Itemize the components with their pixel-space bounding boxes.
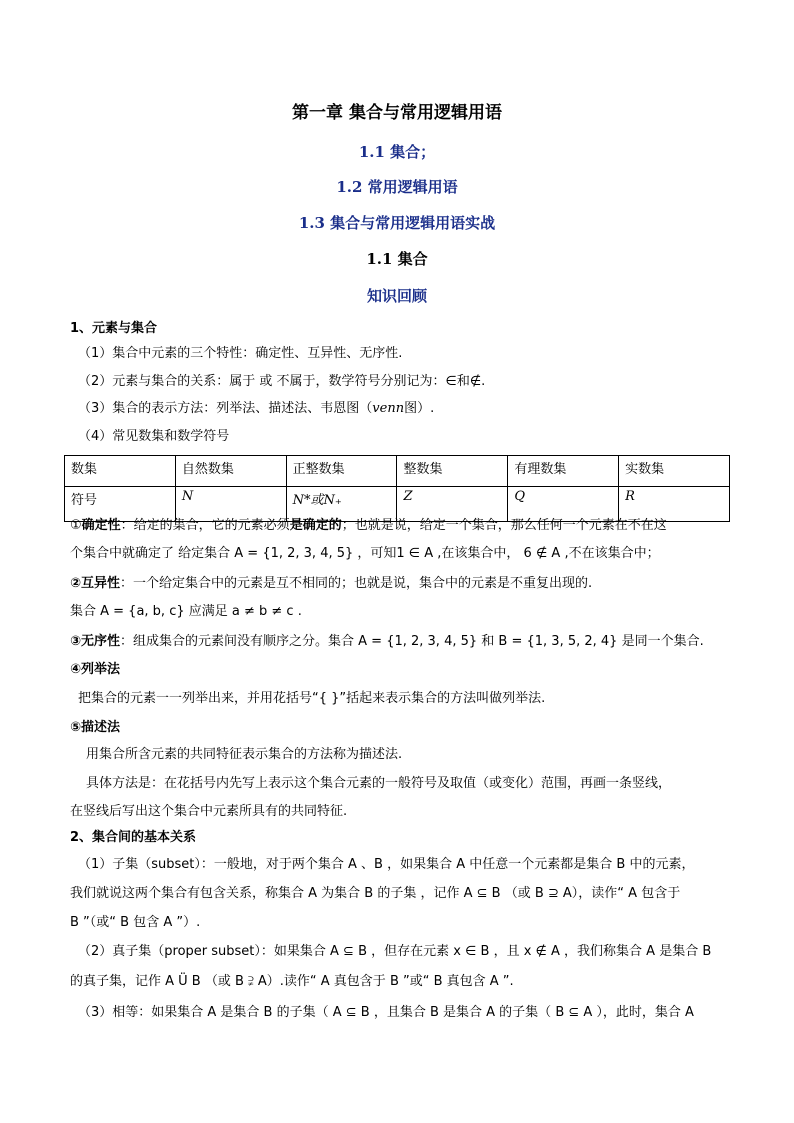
term: ③无序性 [70,634,121,649]
term: 确定性 [81,518,121,533]
section-title-1-3: 1.3 集合与常用逻辑用语实战 [298,214,496,232]
number-set-table [64,455,730,522]
paragraph [70,633,704,651]
table-cell: R [619,487,730,522]
paragraph: 集合 A = {a, b, c} 应满足 a ≠ b ≠ c . [70,604,302,619]
text-span: （3）集合的表示方法：列举法、描述法、韦恩图（ [78,401,373,416]
section-title-1-1: 1.1 集合； [358,143,436,161]
paragraph: B ”（或“ B 包含 A ”）. [70,915,201,930]
paragraph: （3）相等：如果集合 A 是集合 B 的子集（ A ⊆ B ，且集合 B 是集合 A 的子集（ B ⊆ A ），此时，集合 A [78,1005,694,1020]
method-heading: ⑤描述法 [70,720,121,735]
table-cell: 有理数集 [508,456,619,487]
review-title: 知识回顾 [366,287,427,305]
term: ②互异性 [70,576,121,591]
venn-word: venn [372,401,405,416]
table-cell: N [175,487,286,522]
text-span: ① [70,518,82,533]
table-cell: 整数集 [397,456,508,487]
paragraph: 用集合所含元素的共同特征表示集合的方法称为描述法. [86,747,403,762]
paragraph: 把集合的元素一一列举出来，并用花括号“{ }”括起来表示集合的方法叫做列举法. [78,691,546,706]
term: 是确定的 [289,518,342,533]
table-cell: 自然数集 [175,456,286,487]
paragraph: 的真子集，记作 A Ü B （或 B ⫌ A）.读作“ A 真包含于 B ”或“ B 真包含 A ”. [70,974,514,989]
table-cell: 符号 [65,487,176,522]
text-span: 图）. [404,401,435,416]
table-header-row [65,456,730,487]
chapter-title: 第一章 集合与常用逻辑用语 [292,103,502,123]
section-heading-1: 1、元素与集合 [70,321,158,336]
paragraph: （4）常见数集和数学符号 [78,429,230,444]
text-span: ：组成集合的元素间没有顺序之分。集合 A = {1, 2, 3, 4, 5} 和 B = {1, 3, 5, 2, 4} 是同一个集合. [120,634,704,649]
text-span: ；也就是说，给定一个集合，那么任何一个元素在不在这 [341,518,667,533]
paragraph [70,575,592,593]
paragraph: 具体方法是：在花括号内先写上表示这个集合元素的一般符号及取值（或变化）范围，再画一条竖线， [86,776,672,791]
paragraph: （1）子集（subset）：一般地，对于两个集合 A 、B ，如果集合 A 中任意一个元素都是集合 B 中的元素， [78,857,695,872]
paragraph [70,517,667,535]
section-heading-2: 2、集合间的基本关系 [70,830,197,845]
text-span: ：给定的集合，它的元素必须 [120,518,290,533]
paragraph: 个集合中就确定了 给定集合 A = {1, 2, 3, 4, 5} ，可知1 ∈ A ,在该集合中， 6 ∉ A ,不在该集合中； [70,546,660,561]
paragraph: （2）元素与集合的关系：属于 或 不属于，数学符号分别记为：∈和∉. [78,374,486,389]
text-span: ：一个给定集合中的元素是互不相同的；也就是说，集合中的元素是不重复出现的. [120,576,593,591]
paragraph [78,400,434,418]
table-cell: Q [508,487,619,522]
table-cell: 数集 [65,456,176,487]
paragraph: （1）集合中元素的三个特性：确定性、互异性、无序性. [78,346,403,361]
paragraph: 在竖线后写出这个集合中元素所具有的共同特征. [70,804,348,819]
table-cell: 正整数集 [286,456,397,487]
table-cell: N*或N₊ [286,487,397,522]
table-cell: 实数集 [619,456,730,487]
method-heading: ④列举法 [70,662,121,677]
paragraph: 我们就说这两个集合有包含关系，称集合 A 为集合 B 的子集 ，记作 A ⊆ B （或 B ⊇ A），读作“ A 包含于 [70,886,681,901]
subsection-title: 1.1 集合 [366,250,428,268]
table-cell: Z [397,487,508,522]
paragraph: （2）真子集（proper subset）：如果集合 A ⊆ B ，但存在元素 x ∈ B ，且 x ∉ A ，我们称集合 A 是集合 B [78,944,712,959]
section-title-1-2: 1.2 常用逻辑用语 [336,178,458,196]
